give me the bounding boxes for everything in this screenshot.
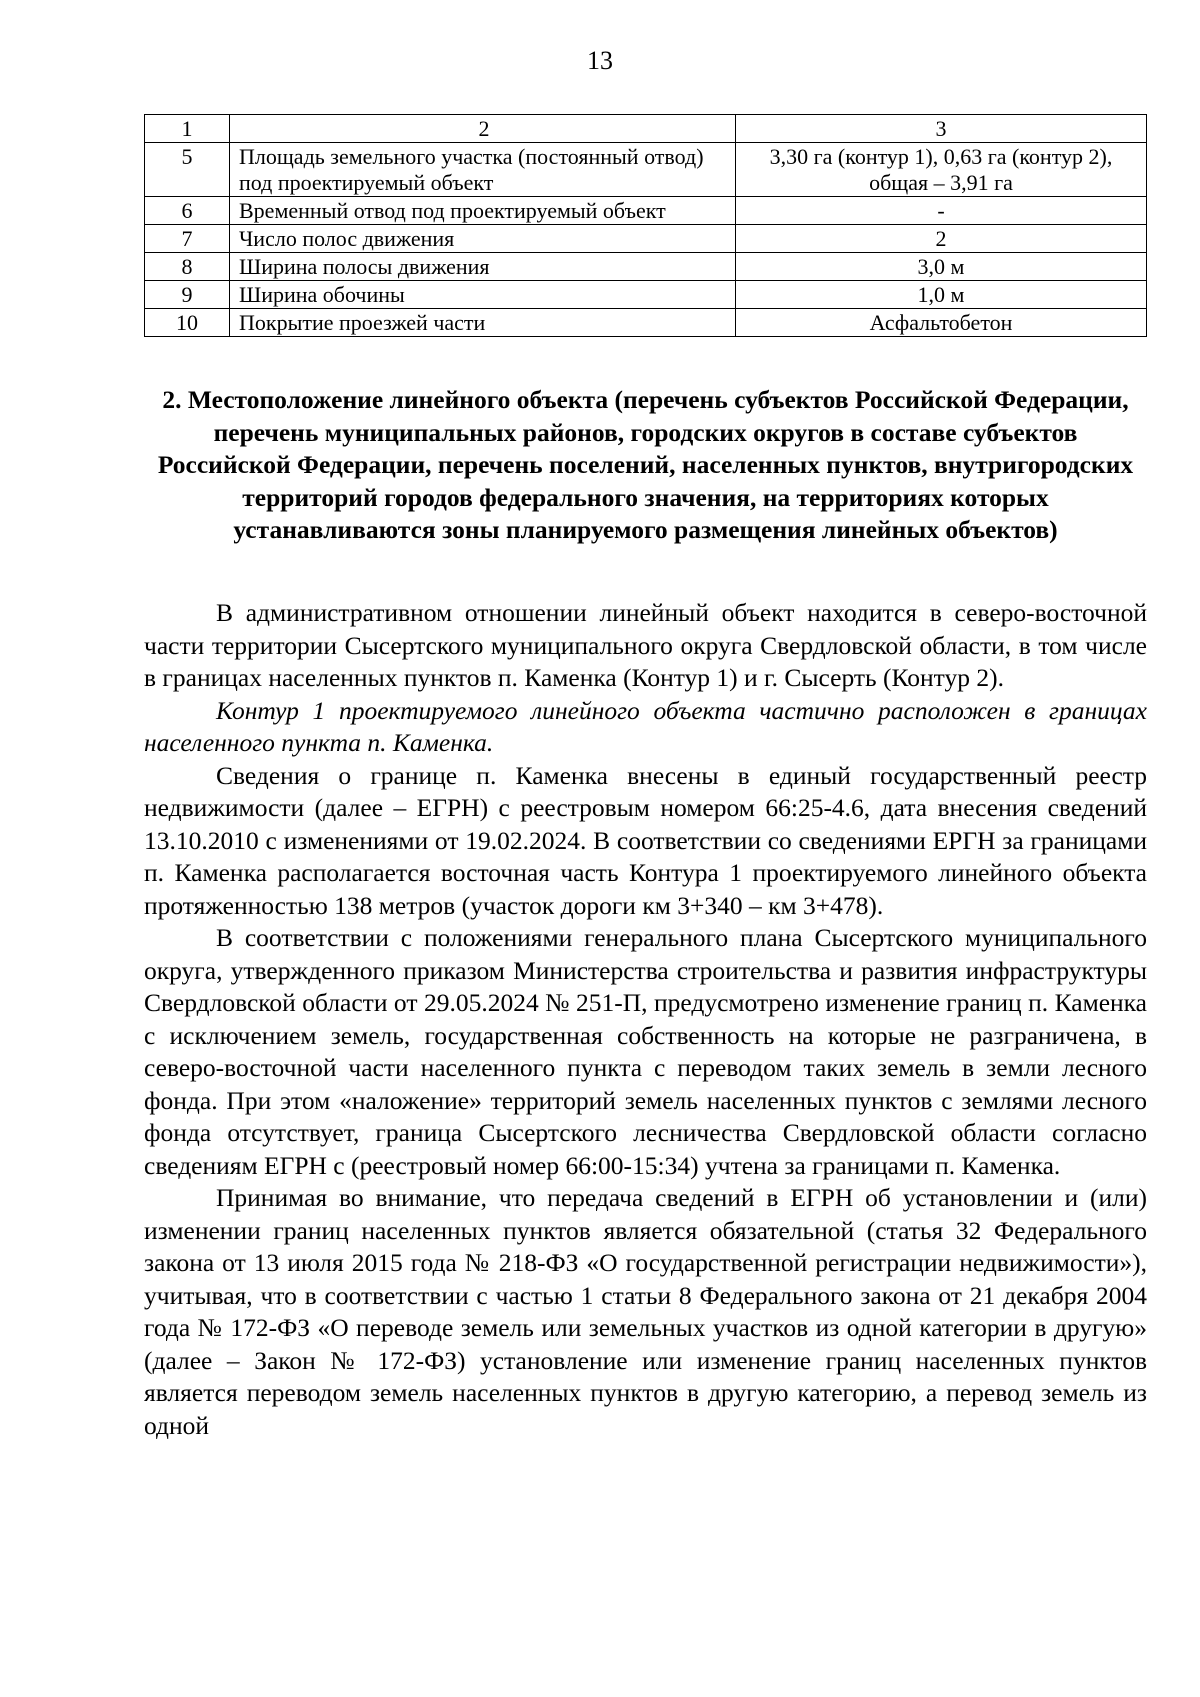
- section-heading: 2. Местоположение линейного объекта (перечень субъектов Российской Федерации, перечень муниципальных районов, городских округов в составе субъектов Российской Федерации, перечень поселений, населенных пунктов, внутригородских территорий городов федерального значения, на территориях которых устанавливаются зоны планируемого размещения линейных объектов): [157, 385, 1134, 544]
- table-row: [145, 143, 1147, 197]
- document-body: [144, 597, 1147, 1442]
- paragraph: В соответствии с положениями генерального плана Сысертского муниципального округа, утвержденного приказом Министерства строительства и развития инфраструктуры Свердловской области от 29.05.2024 № 251-П, предусмотрено изменение границ п. Каменка с исключением земель, государственная собственность на которые не разграничена, в северо-восточной части населенного пункта с переводом таких земель в земли лесного фонда. При этом «наложение» территорий земель населенных пунктов с землями лесного фонда отсутствует, граница Сысертского лесничества Свердловской области согласно сведениям ЕГРН с (реестровый номер 66:00-15:34) учтена за границами п. Каменка.: [144, 923, 1147, 1180]
- paragraph: Сведения о границе п. Каменка внесены в единый государственный реестр недвижимости (далее – ЕГРН) с реестровым номером 66:25-4.6, дата внесения сведений 13.10.2010 с изменениями от 19.02.2024. В соответствии со сведениями ЕРГН за границами п. Каменка располагается восточная часть Контура 1 проектируемого линейного объекта протяженностью 138 метров (участок дороги км 3+340 – км 3+478).: [144, 760, 1147, 920]
- paragraph: Контур 1 проектируемого линейного объекта частично расположен в границах населенного пункта п. Каменка.: [144, 695, 1147, 757]
- row-value: -: [736, 197, 1147, 225]
- row-value: 1,0 м: [736, 281, 1147, 309]
- row-parameter: Площадь земельного участка (постоянный отвод) под проектируемый объект: [230, 143, 736, 197]
- table-header-cell: 2: [230, 115, 736, 143]
- row-number: 8: [145, 253, 230, 281]
- row-number: 9: [145, 281, 230, 309]
- table-row: [145, 309, 1147, 337]
- row-number: 7: [145, 225, 230, 253]
- row-value: 3,30 га (контур 1), 0,63 га (контур 2), общая – 3,91 га: [736, 143, 1147, 197]
- row-parameter: Покрытие проезжей части: [230, 309, 736, 337]
- row-parameter: Ширина полосы движения: [230, 253, 736, 281]
- table-header-row: [145, 115, 1147, 143]
- row-parameter: Временный отвод под проектируемый объект: [230, 197, 736, 225]
- paragraph: В административном отношении линейный объект находится в северо-восточной части территории Сысертского муниципального округа Свердловской области, в том числе в границах населенных пунктов п. Каменка (Контур 1) и г. Сысерть (Контур 2).: [144, 598, 1147, 692]
- parameters-table: [144, 114, 1147, 337]
- page-number: 13: [587, 46, 613, 75]
- table-row: [145, 197, 1147, 225]
- row-value: 2: [736, 225, 1147, 253]
- row-parameter: Число полос движения: [230, 225, 736, 253]
- paragraph: Принимая во внимание, что передача сведений в ЕГРН об установлении и (или) изменении границ населенных пунктов является обязательной (статья 32 Федерального закона от 13 июля 2015 года № 218-ФЗ «О государственной регистрации недвижимости»), учитывая, что в соответствии с частью 1 статьи 8 Федерального закона от 21 декабря 2004 года № 172-ФЗ «О переводе земель или земельных участков из одной категории в другую» (далее – Закон № 172-ФЗ) установление или изменение границ населенных пунктов является переводом земель населенных пунктов в другую категорию, а перевод земель из одной: [144, 1183, 1147, 1440]
- table-header-cell: 3: [736, 115, 1147, 143]
- row-number: 5: [145, 143, 230, 197]
- row-value: 3,0 м: [736, 253, 1147, 281]
- table-row: [145, 253, 1147, 281]
- row-parameter: Ширина обочины: [230, 281, 736, 309]
- table-row: [145, 281, 1147, 309]
- table-row: [145, 225, 1147, 253]
- row-value: Асфальтобетон: [736, 309, 1147, 337]
- table-header-cell: 1: [145, 115, 230, 143]
- row-number: 10: [145, 309, 230, 337]
- row-number: 6: [145, 197, 230, 225]
